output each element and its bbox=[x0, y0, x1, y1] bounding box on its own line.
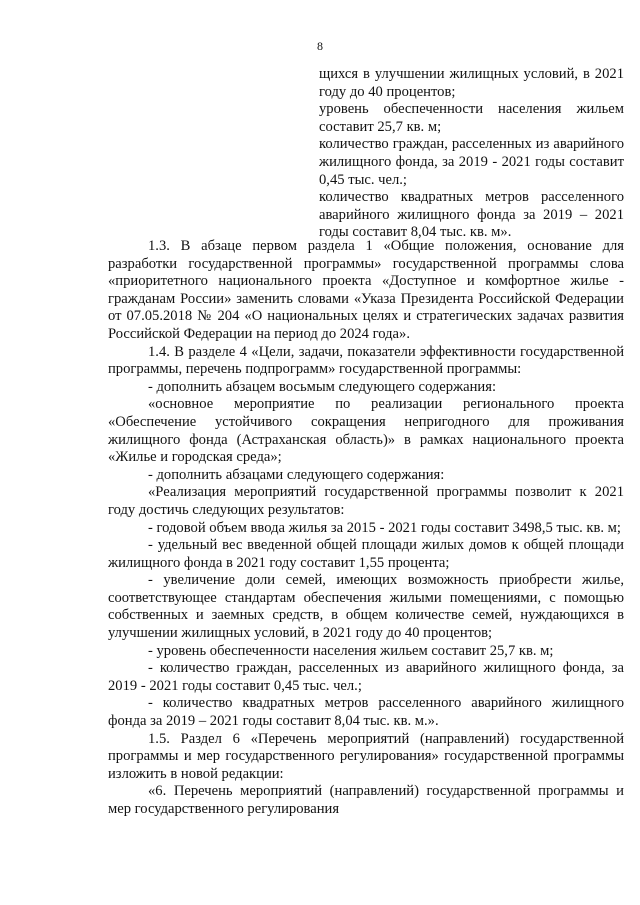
paragraph-list-item: - увеличение доли семей, имеющих возможность приобрести жилье, соответствующее стандартам обеспечения жилыми помещениями, с помощью собственных и заемных средств, в общем количестве семей, нуждающихся в улучшении жилищных условий, в 2021 году до 40 процентов; bbox=[108, 572, 624, 642]
paragraph-quote: «Реализация мероприятий государственной программы позволит к 2021 году достичь следующих результатов: bbox=[108, 484, 624, 518]
paragraph-1-5: 1.5. Раздел 6 «Перечень мероприятий (направлений) государственной программы и мер государственного регулирования» государственной программы изложить в новой редакции: bbox=[108, 730, 624, 782]
paragraph-list-item: - удельный вес введенной общей площади жилых домов к общей площади жилищного фонда в 2021 году составит 1,55 процента; bbox=[108, 537, 624, 571]
page-number: 8 bbox=[317, 39, 323, 53]
paragraph-list-item: - дополнить абзацем восьмым следующего содержания: bbox=[148, 378, 497, 395]
paragraph-list-item: - уровень обеспеченности населения жильем составит 25,7 кв. м; bbox=[148, 642, 554, 659]
right-column-line: щихся в улучшении жилищных условий, в 2021 году до 40 процентов; bbox=[319, 66, 624, 100]
right-column-line: уровень обеспеченности населения жильем составит 25,7 кв. м; bbox=[319, 101, 624, 135]
right-column-line: количество граждан, расселенных из аварийного жилищного фонда, за 2019 - 2021 годы составит 0,45 тыс. чел.; bbox=[319, 136, 624, 188]
paragraph-list-item: - годовой объем ввода жилья за 2015 - 2021 годы составит 3498,5 тыс. кв. м; bbox=[148, 519, 621, 536]
paragraph-list-item: - количество граждан, расселенных из аварийного жилищного фонда, за 2019 - 2021 годы составит 0,45 тыс. чел.; bbox=[108, 660, 624, 694]
paragraph-quote: «основное мероприятие по реализации регионального проекта «Обеспечение устойчивого сокращения непригодного для проживания жилищного фонда (Астраханская область)» в рамках национального проекта «Жилье и городская среда»; bbox=[108, 396, 624, 466]
paragraph-1-4: 1.4. В разделе 4 «Цели, задачи, показатели эффективности государственной программы, перечень подпрограмм» государственной программы: bbox=[108, 343, 624, 378]
paragraph-section-6-title: «6. Перечень мероприятий (направлений) государственной программы и мер государственного регулирования bbox=[108, 783, 624, 817]
paragraph-list-item: - дополнить абзацами следующего содержания: bbox=[148, 466, 445, 483]
paragraph-list-item: - количество квадратных метров расселенного аварийного жилищного фонда за 2019 – 2021 годы составит 8,04 тыс. кв. м.». bbox=[108, 695, 624, 730]
right-column-line: количество квадратных метров расселенного аварийного жилищного фонда за 2019 – 2021 годы составит 8,04 тыс. кв. м». bbox=[319, 189, 624, 241]
paragraph-1-3: 1.3. В абзаце первом раздела 1 «Общие положения, основание для разработки государственной программы» государственной программы слова «приоритетного национального проекта «Доступное и комфортное жилье - гражданам России» заменить словами «Указа Президента Российской Федерации от 07.05.2018 № 204 «О национальных целях и стратегических задачах развития Российской Федерации на период до 2024 года». bbox=[108, 238, 624, 342]
main-text bbox=[108, 238, 624, 819]
right-column-text bbox=[319, 66, 624, 242]
